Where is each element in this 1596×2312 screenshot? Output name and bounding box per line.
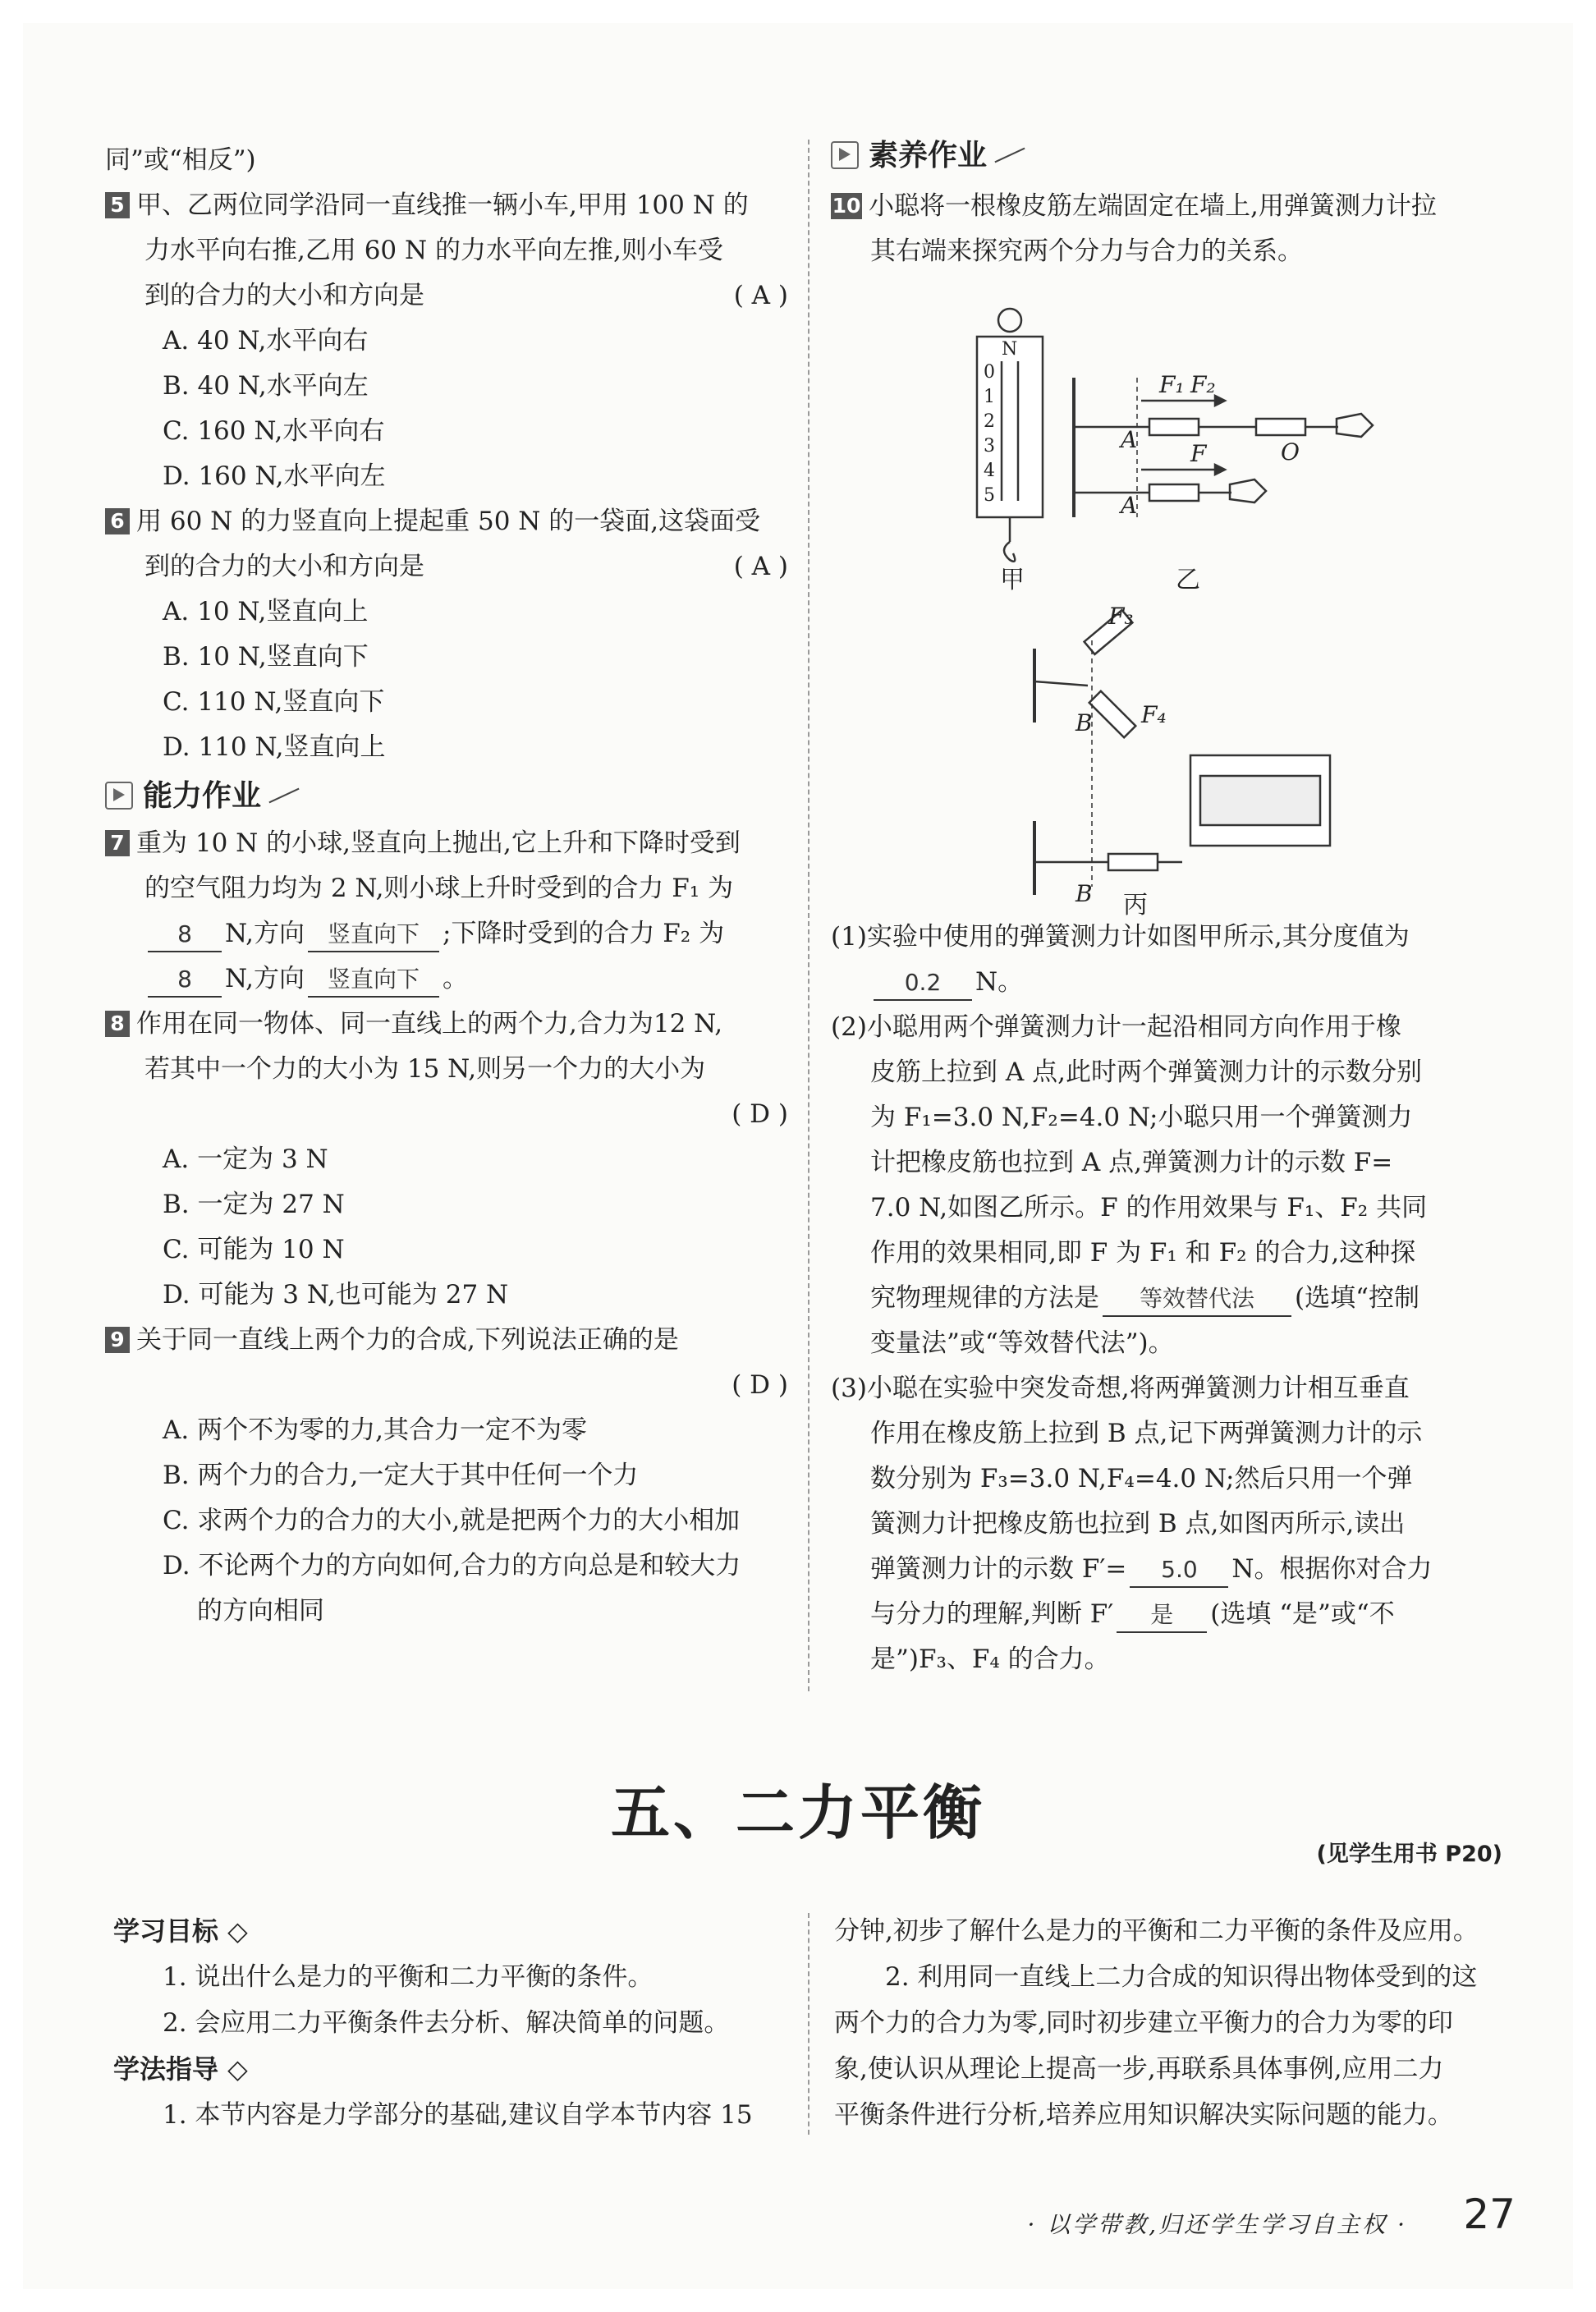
question-number: 10	[832, 194, 861, 218]
option-c: C. 求两个力的合力的大小,就是把两个力的大小相加	[163, 1506, 741, 1535]
caption-jia: 甲	[1000, 566, 1025, 594]
question-text: 若其中一个力的大小为 15 N,则另一个力的大小为	[144, 1054, 706, 1084]
question-text: 力水平向右推,乙用 60 N 的力水平向左推,则小车受	[144, 236, 723, 265]
lower-left	[113, 1908, 795, 2138]
label-F4: F₄	[1141, 701, 1167, 728]
question-text: 究物理规律的方法是	[870, 1283, 1099, 1313]
answer-blank: 0.2	[874, 966, 972, 1001]
option-d-continued: 的方向相同	[197, 1596, 324, 1626]
answer-blank: 5.0	[1130, 1553, 1228, 1588]
answer-blank: 竖直向下	[308, 963, 439, 998]
question-text: 簧测力计把橡皮筋也拉到 B 点,如图丙所示,读出	[870, 1509, 1406, 1539]
answer-blank: 8	[148, 963, 222, 998]
part-1	[831, 915, 1512, 960]
question-text: (1)实验中使用的弹簧测力计如图甲所示,其分度值为	[831, 922, 1410, 952]
option-d: D. 不论两个力的方向如何,合力的方向总是和较大力	[163, 1551, 741, 1580]
answer: ( D )	[732, 1370, 788, 1400]
question-9	[105, 1318, 788, 1634]
tick-label: 4	[984, 461, 995, 481]
option-b: B. 两个力的合力,一定大于其中任何一个力	[163, 1461, 639, 1490]
heading-text: 学法指导	[113, 2053, 219, 2085]
section-heading-literacy	[831, 130, 1512, 181]
column-divider	[808, 1913, 809, 2135]
page-number: 27	[1463, 2190, 1516, 2238]
answer-blank: 竖直向下	[308, 918, 439, 952]
question-number: 8	[105, 1011, 130, 1037]
question-text: 数分别为 F₃=3.0 N,F₄=4.0 N;然后只用一个弹	[870, 1464, 1413, 1493]
question-text: (2)小聪用两个弹簧测力计一起沿相同方向作用于橡	[831, 1012, 1401, 1042]
option-b: B. 10 N,竖直向下	[163, 642, 369, 672]
option-b: B. 40 N,水平向左	[163, 371, 369, 401]
method-text: 平衡条件进行分析,培养应用知识解决实际问题的能力。	[834, 2100, 1453, 2130]
question-text: 其右端来探究两个分力与合力的关系。	[870, 236, 1303, 266]
answer-blank: 8	[148, 918, 222, 952]
label-F3: F₃	[1108, 603, 1134, 630]
section-heading-text: 能力作业	[143, 778, 262, 813]
option-a: A. 10 N,竖直向上	[163, 597, 369, 626]
column-divider	[808, 140, 809, 1691]
question-text: 弹簧测力计的示数 F′=	[870, 1554, 1127, 1584]
label-O: O	[1281, 438, 1300, 466]
question-text: (选填 “是”或“不	[1210, 1599, 1395, 1629]
question-text: 到的合力的大小和方向是	[144, 281, 424, 310]
option-b: B. 一定为 27 N	[163, 1190, 345, 1219]
answer: ( D )	[732, 1099, 788, 1129]
question-text: 7.0 N,如图乙所示。F 的作用效果与 F₁、F₂ 共同	[870, 1193, 1428, 1223]
question-5	[105, 183, 788, 499]
question-text: (选填“控制	[1295, 1283, 1419, 1313]
lower-right	[834, 1908, 1516, 2138]
question-text: 作用的效果相同,即 F 为 F₁ 和 F₂ 的合力,这种探	[870, 1238, 1416, 1268]
method-item: 1. 本节内容是力学部分的基础,建议自学本节内容 15	[163, 2100, 753, 2130]
arrow-icon	[831, 141, 859, 169]
question-text: 重为 10 N 的小球,竖直向上抛出,它上升和下降时受到	[136, 828, 741, 858]
question-text: 皮筋上拉到 A 点,此时两个弹簧测力计的示数分别	[870, 1057, 1422, 1087]
option-c: C. 110 N,竖直向下	[163, 687, 385, 717]
continued-text: 同”或“相反”)	[105, 145, 256, 175]
question-number: 6	[105, 508, 130, 534]
answer-blank: 等效替代法	[1103, 1282, 1291, 1317]
section-heading-ability	[105, 770, 788, 821]
answer-blank: 是	[1117, 1599, 1207, 1633]
question-number: 7	[105, 830, 130, 856]
question-number: 5	[105, 192, 130, 218]
decorative-slash	[994, 148, 1025, 163]
option-d: D. 可能为 3 N,也可能为 27 N	[163, 1280, 509, 1310]
goal-item: 2. 会应用二力平衡条件去分析、解决简单的问题。	[163, 2008, 730, 2038]
arrow-icon	[105, 782, 133, 810]
option-d: D. 110 N,竖直向上	[163, 732, 386, 762]
question-text: N,方向	[225, 964, 305, 993]
label-A: A	[1121, 426, 1138, 453]
label-F1: F₁	[1159, 371, 1185, 398]
method-text: 两个力的合力为零,同时初步建立平衡力的合力为零的印	[834, 2008, 1453, 2038]
footer-slogan: · 以学带教,归还学生学习自主权 ·	[1027, 2211, 1407, 2238]
option-d: D. 160 N,水平向左	[163, 461, 386, 491]
question-text: 小聪将一根橡皮筋左端固定在墙上,用弹簧测力计拉	[869, 191, 1437, 221]
question-text: 变量法”或“等效替代法”)。	[870, 1328, 1174, 1358]
option-a: A. 一定为 3 N	[163, 1145, 328, 1174]
heading-text: 学习目标	[113, 1915, 219, 1947]
question-text: 作用在同一物体、同一直线上的两个力,合力为12 N,	[136, 1009, 723, 1039]
question-text: 是”)F₃、F₄ 的合力。	[870, 1645, 1110, 1674]
question-text: 与分力的理解,判断 F′	[870, 1599, 1114, 1629]
method-heading: 学法指导 ◇	[113, 2053, 248, 2085]
question-text: 甲、乙两位同学沿同一直线推一辆小车,甲用 100 N 的	[136, 190, 749, 220]
method-text: 2. 利用同一直线上二力合成的知识得出物体受到的这	[885, 1962, 1478, 1992]
question-text: 计把橡皮筋也拉到 A 点,弹簧测力计的示数 F=	[870, 1148, 1393, 1177]
ring-icon	[998, 309, 1021, 332]
question-text: 用 60 N 的力竖直向上提起重 50 N 的一袋面,这袋面受	[136, 507, 761, 536]
question-8	[105, 1002, 788, 1318]
option-a: A. 40 N,水平向右	[163, 326, 369, 356]
answer: ( A )	[733, 552, 788, 581]
question-text: ;下降时受到的合力 F₂ 为	[443, 919, 725, 948]
question-text: N,方向	[225, 919, 305, 948]
label-F2: F₂	[1190, 371, 1216, 398]
question-text: (3)小聪在实验中突发奇想,将两弹簧测力计相互垂直	[831, 1374, 1410, 1403]
tick-label: 5	[984, 485, 995, 506]
tick-label: 1	[984, 387, 995, 407]
tick-label: 3	[984, 436, 995, 456]
question-text: 为 F₁=3.0 N,F₂=4.0 N;小聪只用一个弹簧测力	[870, 1103, 1413, 1132]
goal-item: 1. 说出什么是力的平衡和二力平衡的条件。	[163, 1962, 654, 1992]
label-A: A	[1121, 492, 1138, 519]
question-text: 作用在橡皮筋上拉到 B 点,记下两弹簧测力计的示	[870, 1419, 1423, 1448]
option-a: A. 两个不为零的力,其合力一定不为零	[163, 1415, 587, 1445]
section-heading-text: 素养作业	[869, 138, 988, 172]
decorative-slash	[268, 788, 299, 804]
question-text: 到的合力的大小和方向是	[144, 552, 424, 581]
label-F: F	[1190, 440, 1207, 467]
label-B: B	[1075, 880, 1093, 907]
question-7	[105, 821, 788, 1002]
tick-label: 0	[984, 362, 995, 383]
experiment-figure	[944, 296, 1404, 920]
learning-goals-heading: 学习目标 ◇	[113, 1915, 248, 1947]
method-text: 分钟,初步了解什么是力的平衡和二力平衡的条件及应用。	[834, 1916, 1479, 1946]
tick-label: 2	[984, 411, 995, 432]
question-6	[105, 499, 788, 770]
label-N: N	[1002, 339, 1018, 360]
question-number: 9	[105, 1327, 130, 1353]
caption-bing: 丙	[1123, 891, 1148, 920]
option-c: C. 可能为 10 N	[163, 1235, 345, 1264]
question-text: 关于同一直线上两个力的合成,下列说法正确的是	[136, 1325, 679, 1355]
label-B: B	[1075, 709, 1093, 736]
caption-yi: 乙	[1176, 566, 1200, 594]
section-title: 五、二力平衡	[610, 1778, 985, 1847]
question-text: 的空气阻力均为 2 N,则小球上升时受到的合力 F₁ 为	[144, 874, 734, 903]
question-text: N。根据你对合力	[1231, 1554, 1433, 1584]
answer: ( A )	[733, 281, 788, 310]
question-text: 。	[443, 964, 468, 993]
left-column	[105, 138, 788, 1634]
question-text: N。	[975, 967, 1024, 997]
option-c: C. 160 N,水平向右	[163, 416, 385, 446]
method-text: 象,使认识从理论上提高一步,再联系具体事例,应用二力	[834, 2054, 1444, 2084]
reference-note: (见学生用书 P20)	[1316, 1842, 1502, 1867]
